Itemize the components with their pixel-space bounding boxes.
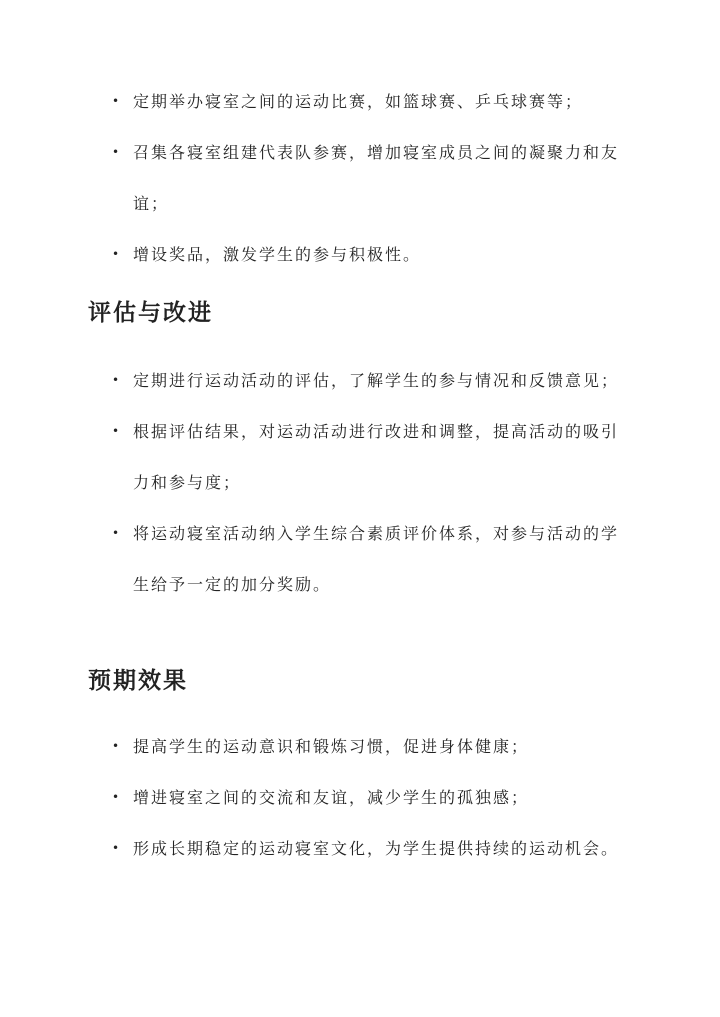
list-item xyxy=(0,823,720,874)
list-item-text: 增进寝室之间的交流和友谊，减少学生的孤独感； xyxy=(133,788,530,807)
bullet-icon: • xyxy=(112,373,122,387)
list-item-text: 提高学生的运动意识和锻炼习惯，促进身体健康； xyxy=(133,737,530,756)
bullet-icon: • xyxy=(112,526,122,540)
bullet-icon: • xyxy=(112,424,122,438)
list-item xyxy=(0,772,720,823)
bullet-icon: • xyxy=(112,841,122,855)
bullet-icon: • xyxy=(112,247,122,261)
section-heading-expected-results: 预期效果 xyxy=(88,667,188,694)
list-item xyxy=(0,127,720,229)
list-item-text: 将运动寝室活动纳入学生综合素质评价体系，对参与活动的学生给予一定的加分奖励。 xyxy=(133,524,620,594)
list-item-text: 形成长期稳定的运动寝室文化，为学生提供持续的运动机会。 xyxy=(133,839,620,858)
bullet-icon: • xyxy=(112,94,122,108)
list-item xyxy=(0,76,720,127)
list-item-text: 根据评估结果，对运动活动进行改进和调整，提高活动的吸引力和参与度； xyxy=(133,422,620,492)
bullet-list-expected-results xyxy=(0,721,720,874)
bullet-list-evaluation xyxy=(0,355,720,610)
list-item-text: 增设奖品，激发学生的参与积极性。 xyxy=(133,245,422,264)
list-item xyxy=(0,355,720,406)
list-item-text: 定期举办寝室之间的运动比赛，如篮球赛、乒乓球赛等； xyxy=(133,92,584,111)
list-item-text: 定期进行运动活动的评估，了解学生的参与情况和反馈意见； xyxy=(133,371,620,390)
bullet-icon: • xyxy=(112,739,122,753)
bullet-icon: • xyxy=(112,145,122,159)
list-item xyxy=(0,406,720,508)
list-item xyxy=(0,721,720,772)
section-heading-evaluation: 评估与改进 xyxy=(88,299,213,326)
list-item xyxy=(0,508,720,610)
list-item-text: 召集各寝室组建代表队参赛，增加寝室成员之间的凝聚力和友谊； xyxy=(133,143,620,213)
list-item xyxy=(0,229,720,280)
bullet-icon: • xyxy=(112,790,122,804)
bullet-list-competitions xyxy=(0,76,720,280)
